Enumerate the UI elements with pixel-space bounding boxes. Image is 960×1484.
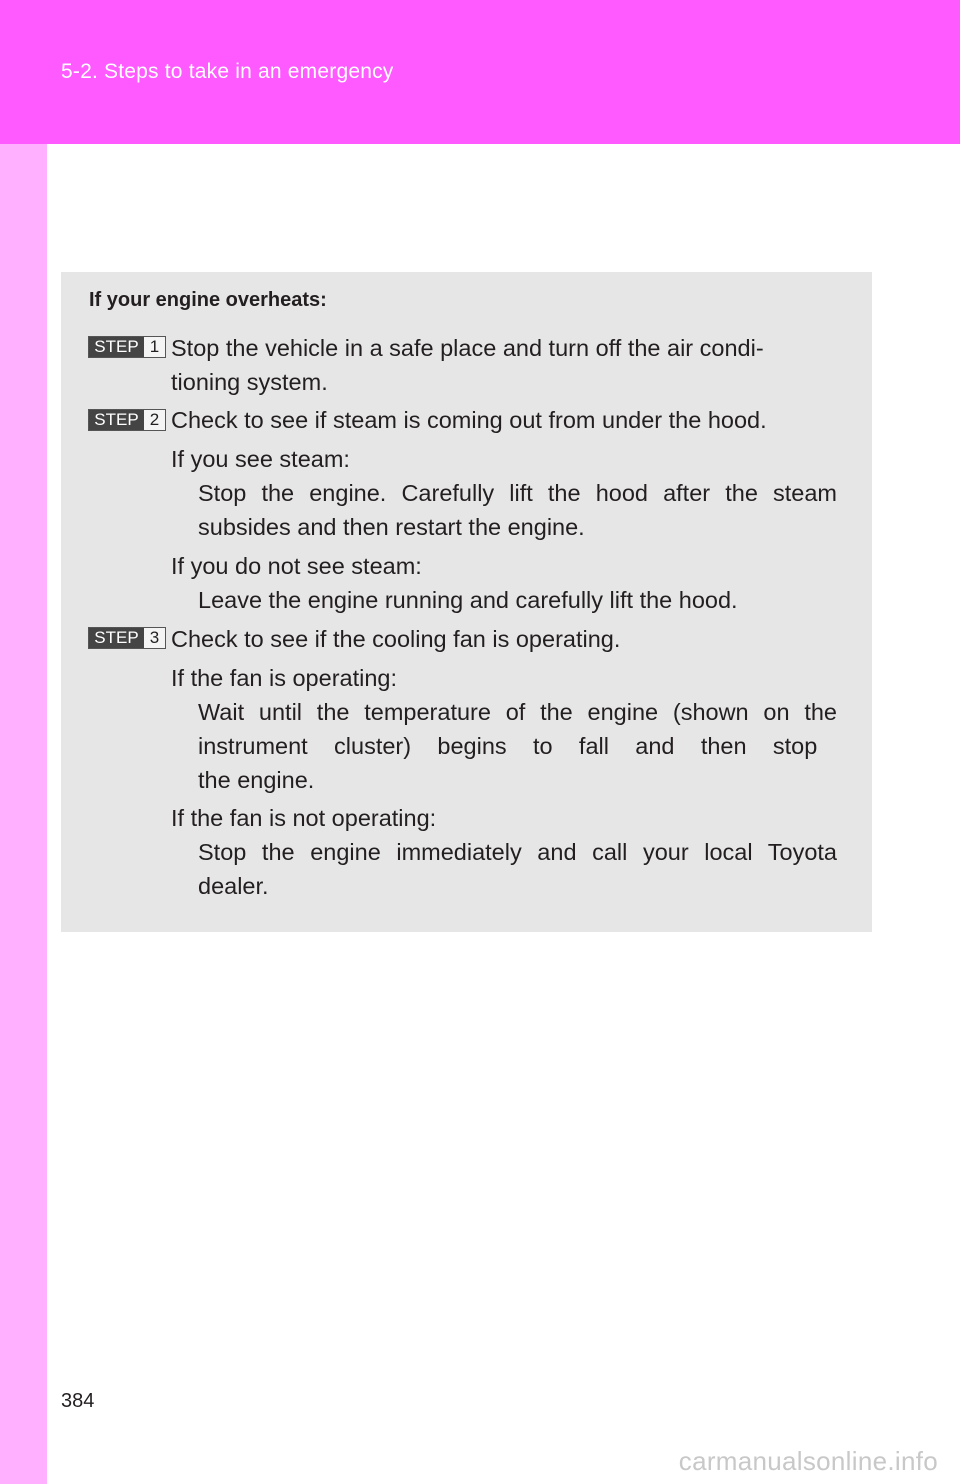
condition-label: If you see steam:	[171, 446, 350, 472]
condition-label: If the fan is operating:	[171, 665, 398, 691]
step-badge-number: 3	[144, 628, 165, 648]
step-1-badge	[88, 336, 166, 358]
step-2-text: Check to see if steam is coming out from under the hood.	[171, 407, 767, 433]
step-3-text: Check to see if the cooling fan is operating.	[171, 626, 621, 652]
condition-detail: Wait until the temperature of the engine (shown on the instrument cluster) begins to fall and then stop the engine.	[198, 699, 837, 793]
condition-detail: Stop the engine. Carefully lift the hood after the steam subsides and then restart the engine.	[198, 480, 837, 540]
info-box	[61, 272, 872, 932]
condition-label: If you do not see steam:	[171, 553, 422, 579]
step-1-text: Stop the vehicle in a safe place and turn off the air condi- tioning system.	[171, 335, 764, 395]
step-badge-number: 1	[144, 337, 165, 357]
condition-detail: Stop the engine immediately and call your local Toyota dealer.	[198, 839, 837, 899]
step-badge-word: STEP	[89, 410, 144, 430]
section-title: 5-2. Steps to take in an emergency	[61, 60, 394, 83]
page-number: 384	[61, 1390, 95, 1412]
step-badge-word: STEP	[89, 628, 144, 648]
header-band	[0, 0, 960, 144]
side-stripe	[0, 144, 47, 1484]
step-2-badge	[88, 409, 166, 431]
step-badge-number: 2	[144, 410, 165, 430]
box-heading: If your engine overheats:	[89, 289, 327, 311]
step-badge-word: STEP	[89, 337, 144, 357]
watermark: carmanualsonline.info	[678, 1446, 938, 1476]
step-3-badge	[88, 627, 166, 649]
condition-detail: Leave the engine running and carefully lift the hood.	[198, 587, 738, 613]
condition-label: If the fan is not operating:	[171, 805, 437, 831]
